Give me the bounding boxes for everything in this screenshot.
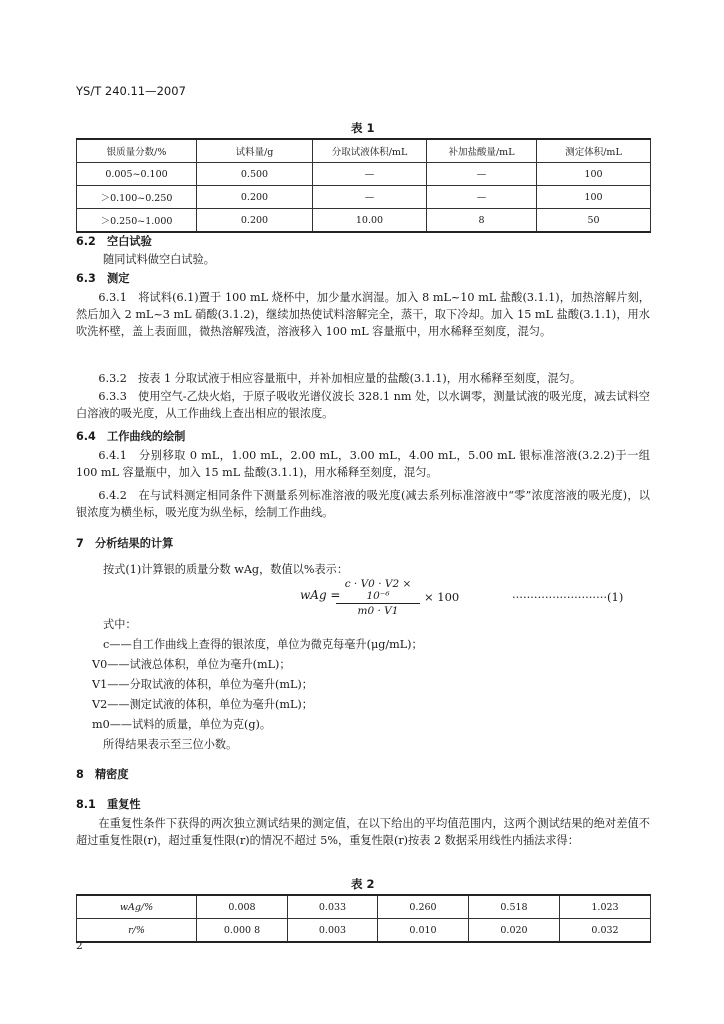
table-cell: 0.200 xyxy=(197,186,313,209)
paragraph-6-3-2: 6.3.2 按表 1 分取试液于相应容量瓶中，并补加相应量的盐酸(3.1.1)，用水稀释至刻度，混匀。 xyxy=(98,372,582,385)
equation-number: ··························(1) xyxy=(512,590,624,604)
where-label: 式中： xyxy=(103,618,137,631)
table-row xyxy=(77,895,651,919)
table-cell: ＞0.100~0.250 xyxy=(77,186,197,209)
page-number: 2 xyxy=(76,940,83,952)
table-cell: 0.260 xyxy=(378,895,469,919)
table1-header-cell: 试料量/g xyxy=(197,139,313,163)
table-row-label: r/% xyxy=(77,919,197,943)
table-cell: 100 xyxy=(537,186,651,209)
table-row xyxy=(77,209,651,233)
formula-numerator: c · V0 · V2 × 10⁻⁶ xyxy=(336,578,420,604)
table1-header-cell: 补加盐酸量/mL xyxy=(427,139,537,163)
section-6-2-title: 6.2 空白试验 xyxy=(76,235,152,248)
table-cell: 0.003 xyxy=(288,919,378,943)
table-row xyxy=(77,186,651,209)
table-row xyxy=(77,163,651,186)
variable-definition: V2——测定试液的体积，单位为毫升(mL)； xyxy=(92,698,313,711)
paragraph-6-3-1: 6.3.1 将试料(6.1)置于 100 mL 烧杯中，加少量水润湿。加入 8 mL~10 mL 盐酸(3.1.1)，加热溶解片刻，然后加入 2 mL~3 mL 硝酸(3.1.2)，继续加热使试料溶解完全，蒸干，取下冷却。加入 15 mL 盐酸(3.1.1)，用水吹洗杯壁，盖上表面皿，微热溶解残渣，溶液移入 100 mL 容量瓶中，用水稀释至刻度，混匀。 xyxy=(76,291,650,338)
table-cell: 0.010 xyxy=(378,919,469,943)
formula-denominator: m0 · V1 xyxy=(357,605,399,617)
formula-fraction xyxy=(336,578,420,617)
paragraph-6-4-1: 6.4.1 分别移取 0 mL，1.00 mL，2.00 mL，3.00 mL，4.00 mL，5.00 mL 银标准溶液(3.2.2)于一组 100 mL 容量瓶中，加入 15 mL 盐酸(3.1.1)，用水稀释至刻度，混匀。 xyxy=(76,449,650,479)
section-6-2-body: 随同试料做空白试验。 xyxy=(103,253,215,266)
table-cell: 100 xyxy=(537,163,651,186)
paragraph-8-1: 在重复性条件下获得的两次独立测试结果的测定值，在以下给出的平均值范围内，这两个测试结果的绝对差值不超过重复性限(r)，超过重复性限(r)的情况不超过 5%，重复性限(r)按表 2 数据采用线性内插法求得： xyxy=(76,817,650,847)
table-cell: — xyxy=(313,163,427,186)
variable-definition: V1——分取试液的体积，单位为毫升(mL)； xyxy=(92,678,313,691)
table2 xyxy=(76,894,651,943)
table1-caption: 表 1 xyxy=(351,121,375,135)
paragraph-6-3-3: 6.3.3 使用空气-乙炔火焰，于原子吸收光谱仪波长 328.1 nm 处，以水调零，测量试液的吸光度，减去试料空白溶液的吸光度，从工作曲线上查出相应的银浓度。 xyxy=(76,390,650,420)
table-cell: 0.020 xyxy=(469,919,560,943)
result-precision-note: 所得结果表示至三位小数。 xyxy=(103,738,238,751)
paragraph-6-4-2: 6.4.2 在与试料测定相同条件下测量系列标准溶液的吸光度(减去系列标准溶液中“零”浓度溶液的吸光度)，以银浓度为横坐标，吸光度为纵坐标，绘制工作曲线。 xyxy=(76,489,650,519)
formula-lhs: wAg = xyxy=(300,588,341,602)
variable-definition: m0——试料的质量，单位为克(g)。 xyxy=(92,718,272,731)
table-row xyxy=(77,919,651,943)
section-6-3-title: 6.3 测定 xyxy=(76,272,130,285)
table-cell: — xyxy=(427,163,537,186)
table-cell: 0.200 xyxy=(197,209,313,233)
table-cell: 0.000 8 xyxy=(197,919,288,943)
table1-header-cell: 银质量分数/% xyxy=(77,139,197,163)
table-cell: — xyxy=(427,186,537,209)
table1 xyxy=(76,138,651,233)
section-6-4-title: 6.4 工作曲线的绘制 xyxy=(76,430,186,443)
standard-code: YS/T 240.11—2007 xyxy=(76,84,186,98)
variable-definition: c——自工作曲线上查得的银浓度，单位为微克每毫升(μg/mL)； xyxy=(103,638,423,651)
table-cell: 50 xyxy=(537,209,651,233)
section-7-title: 7 分析结果的计算 xyxy=(76,537,174,550)
table1-header-row xyxy=(77,139,651,163)
table2-caption: 表 2 xyxy=(351,877,375,891)
table-cell: 0.032 xyxy=(560,919,651,943)
table-cell: 8 xyxy=(427,209,537,233)
variable-definition: V0——试液总体积，单位为毫升(mL)； xyxy=(92,658,291,671)
table-cell: 0.518 xyxy=(469,895,560,919)
table-cell: — xyxy=(313,186,427,209)
formula-rhs: × 100 xyxy=(424,590,460,604)
table1-header-cell: 测定体积/mL xyxy=(537,139,651,163)
table-cell: 1.023 xyxy=(560,895,651,919)
table-row-label: wAg/% xyxy=(77,895,197,919)
section-8-title: 8 精密度 xyxy=(76,768,129,781)
section-8-1-title: 8.1 重复性 xyxy=(76,798,141,811)
table-cell: 0.005~0.100 xyxy=(77,163,197,186)
table-cell: 0.033 xyxy=(288,895,378,919)
table-cell: 0.500 xyxy=(197,163,313,186)
section-7-intro: 按式(1)计算银的质量分数 wAg，数值以%表示： xyxy=(103,563,349,576)
table-cell: 0.008 xyxy=(197,895,288,919)
table1-header-cell: 分取试液体积/mL xyxy=(313,139,427,163)
table-cell: 10.00 xyxy=(313,209,427,233)
table-cell: ＞0.250~1.000 xyxy=(77,209,197,233)
